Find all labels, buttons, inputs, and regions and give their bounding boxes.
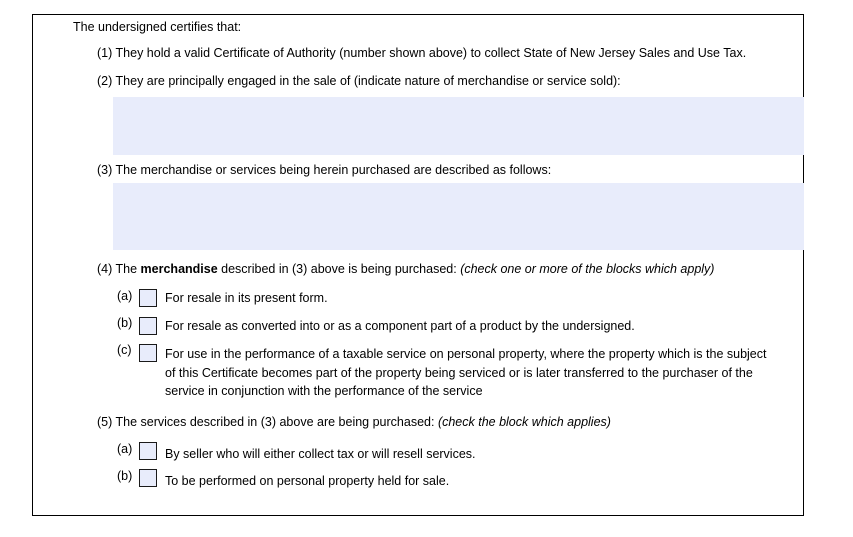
option-4b-text: For resale as converted into or as a component part of a product by the undersigned. <box>165 319 635 333</box>
item-4-prefix: (4) The <box>97 262 141 276</box>
option-4a-checkbox[interactable] <box>139 289 157 307</box>
option-4c-checkbox[interactable] <box>139 344 157 362</box>
option-4b-checkbox[interactable] <box>139 317 157 335</box>
option-4c-text: For use in the performance of a taxable service on personal property, where the property which is the subject of this Certificate becomes part of the property being serviced or is later transferred to the purchaser of the service in conjunction with the performance of the service <box>165 347 767 398</box>
option-4a-text: For resale in its present form. <box>165 291 328 305</box>
item-4-text <box>97 262 714 277</box>
item-1-text: (1) They hold a valid Certificate of Authority (number shown above) to collect State of New Jersey Sales and Use Tax. <box>97 46 747 60</box>
option-5a-checkbox[interactable] <box>139 442 157 460</box>
item-5-prefix: (5) The services described in (3) above are being purchased: <box>97 415 438 429</box>
option-5b-checkbox[interactable] <box>139 469 157 487</box>
merchandise-sold-field[interactable] <box>113 97 804 155</box>
option-5b-letter: (b) <box>117 469 133 483</box>
item-5-instruction: (check the block which applies) <box>437 415 611 429</box>
item-4-middle: described in (3) above is being purchased: <box>217 262 461 276</box>
option-4c-letter: (c) <box>117 343 132 357</box>
intro-text: The undersigned certifies that: <box>73 20 242 34</box>
option-5a-letter: (a) <box>117 442 133 456</box>
item-4-bold: merchandise <box>140 262 218 276</box>
item-3-text: (3) The merchandise or services being herein purchased are described as follows: <box>97 163 552 177</box>
item-5-text <box>97 415 611 430</box>
item-2-text: (2) They are principally engaged in the sale of (indicate nature of merchandise or service sold): <box>97 74 621 88</box>
option-5a-text: By seller who will either collect tax or will resell services. <box>165 447 476 461</box>
purchase-description-field[interactable] <box>113 183 804 250</box>
option-4b-letter: (b) <box>117 316 133 330</box>
item-4-instruction: (check one or more of the blocks which apply) <box>460 262 715 276</box>
option-5b-text: To be performed on personal property held for sale. <box>165 474 450 488</box>
option-4a-letter: (a) <box>117 289 133 303</box>
